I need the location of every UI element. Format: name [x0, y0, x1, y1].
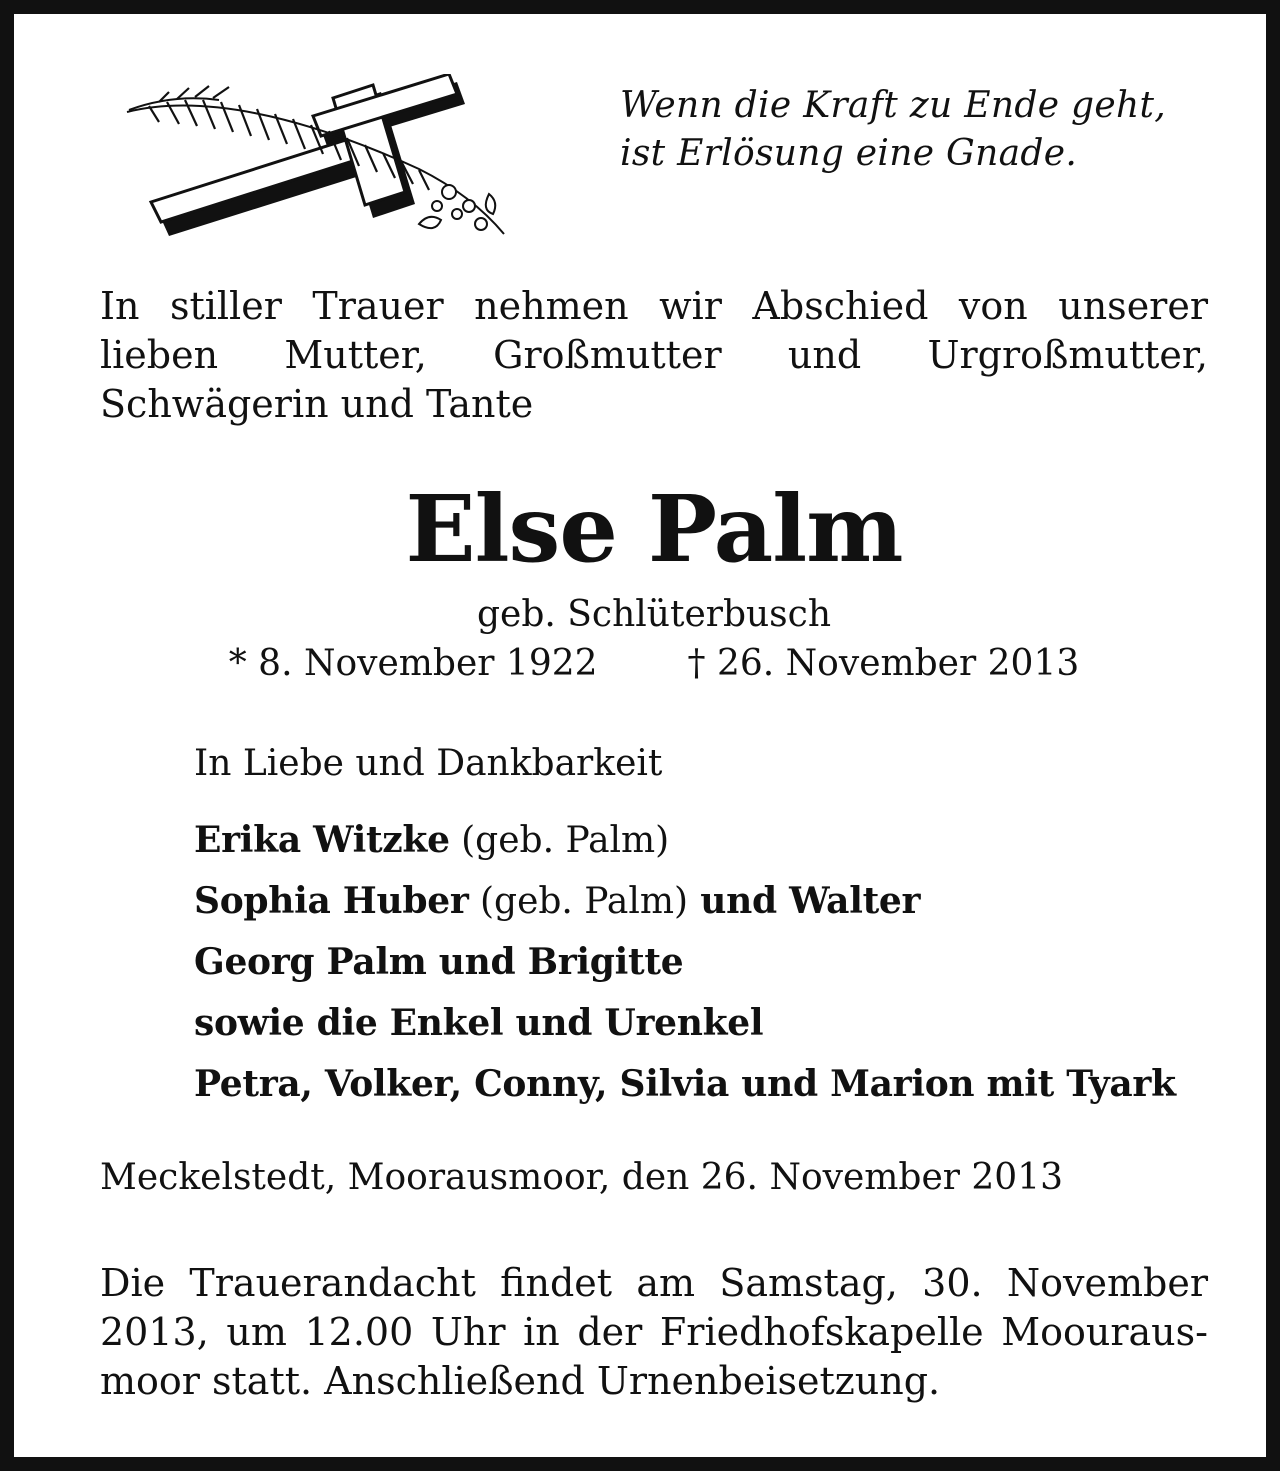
- mourners-intro: In Liebe und Dankbarkeit: [194, 743, 663, 784]
- mourner-row: [194, 932, 1214, 993]
- deceased-name: Else Palm: [405, 475, 903, 583]
- intro-line: In stiller Trauer nehmen wir Abschied von unserer: [100, 284, 1208, 328]
- mourner-name: Petra, Volker, Conny, Silvia und Marion mit Tyark: [194, 1063, 1176, 1105]
- mourner-row: [194, 1054, 1214, 1115]
- service-info: [100, 1259, 1208, 1406]
- cross-with-palm-frond-icon: [119, 74, 519, 264]
- quote-line: ist Erlösung eine Gnade.: [620, 133, 1078, 174]
- intro-text: [100, 282, 1208, 429]
- service-line: Die Trauerandacht findet am Samstag, 30. November: [100, 1261, 1208, 1305]
- place-and-date: Meckelstedt, Moorausmoor, den 26. November 2013: [100, 1157, 1064, 1198]
- mourner-row: [194, 993, 1214, 1054]
- mourner-name: Georg Palm und Brigitte: [194, 941, 684, 983]
- mourner-note: (geb. Palm): [449, 820, 670, 861]
- mourner-row: [194, 810, 1214, 871]
- birth-name: geb. Schlüterbusch: [476, 594, 832, 635]
- birth-date: * 8. November 1922: [228, 643, 598, 684]
- mourner-name: Sophia Huber: [194, 880, 469, 922]
- intro-line: lieben Mutter, Großmutter und Urgroßmutter,: [100, 333, 1208, 377]
- mourner-note: (geb. Palm): [468, 881, 689, 922]
- mourners-list: [194, 810, 1214, 1115]
- mourner-name: Erika Witzke: [194, 819, 450, 861]
- mourner-row: [194, 871, 1214, 932]
- life-dates: [14, 640, 1280, 688]
- service-line: moor statt. Anschließend Urnenbeisetzung.: [100, 1359, 941, 1403]
- mourner-name: sowie die Enkel und Urenkel: [194, 1002, 764, 1044]
- mourner-partner: und Walter: [688, 880, 921, 922]
- death-date: † 26. November 2013: [687, 643, 1080, 684]
- service-line: 2013, um 12.00 Uhr in der Friedhofskapelle Moouraus-: [100, 1310, 1208, 1354]
- intro-line: Schwägerin und Tante: [100, 382, 534, 426]
- quote: [620, 82, 1220, 178]
- quote-line: Wenn die Kraft zu Ende geht,: [620, 85, 1166, 126]
